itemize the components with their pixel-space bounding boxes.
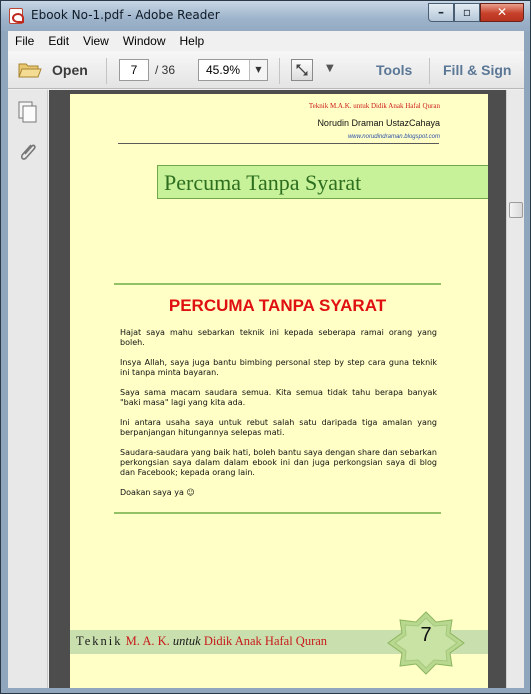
menu-bar: [8, 31, 524, 51]
window-controls: [428, 3, 524, 22]
zoom-value: 45.9%: [206, 63, 241, 77]
toolbar-more-icon[interactable]: ▼: [326, 63, 334, 74]
minimize-button[interactable]: [428, 3, 454, 22]
page-total: / 36: [155, 63, 176, 77]
footer-title: [76, 634, 327, 649]
toolbar-divider: [106, 58, 107, 84]
toolbar: [8, 51, 524, 89]
paperclip-icon[interactable]: [17, 140, 39, 164]
minimize-icon: –: [438, 5, 444, 19]
paragraph: Saya sama macam saudara semua. Kita semua tidak tahu berapa banyak "baki masa" lagi yang kita ada.: [120, 388, 437, 407]
expand-icon[interactable]: [291, 59, 313, 81]
paragraph: Ini antara usaha saya untuk rebut salah satu daripada tiga amalan yang berpanjangan hitungannya selepas mati.: [120, 418, 437, 437]
fill-sign-button[interactable]: Fill & Sign: [443, 62, 512, 78]
paragraph: Saudara-saudara yang baik hati, boleh bantu saya dengan share dan sebarkan perkongsian saya dalam dalam ebook ini dan juga perkongsian saya di blog dan Facebook; kepada orang lain.: [120, 448, 437, 477]
chapter-title-box: [157, 165, 488, 199]
pages-icon[interactable]: [17, 100, 39, 124]
maximize-icon: ▫: [462, 5, 472, 19]
window-title: Ebook No-1.pdf - Adobe Reader: [31, 8, 220, 22]
menu-file[interactable]: File: [15, 34, 35, 48]
body-text: [120, 328, 437, 508]
scroll-thumb[interactable]: [509, 202, 523, 218]
pdf-icon: [9, 8, 23, 24]
chevron-down-icon[interactable]: ▼: [249, 60, 267, 80]
toolbar-divider: [429, 58, 430, 84]
maximize-button[interactable]: [454, 3, 480, 22]
paragraph: Insya Allah, saya juga bantu bimbing personal step by step cara guna teknik ini tanpa minta bayaran.: [120, 358, 437, 377]
header-author: Norudin Draman UstazCahaya: [317, 118, 440, 128]
header-book-title: Teknik M.A.K. untuk Didik Anak Hafal Quran: [308, 102, 440, 110]
footer-word-teknik: Teknik: [76, 634, 123, 648]
header-rule: [118, 143, 439, 144]
footer-word-rest: Didik Anak Hafal Quran: [200, 634, 328, 648]
footer-word-untuk: untuk: [172, 634, 201, 648]
chapter-title: Percuma Tanpa Syarat: [164, 170, 362, 195]
open-button[interactable]: Open: [52, 62, 88, 78]
toolbar-divider: [279, 58, 280, 84]
footer-word-mak: M. A. K.: [122, 634, 173, 648]
menu-edit[interactable]: Edit: [48, 34, 70, 48]
header-website: www.norudindraman.blogspot.com: [347, 134, 440, 140]
close-button[interactable]: [480, 3, 524, 22]
paragraph: Doakan saya ya ☺: [120, 488, 195, 497]
page-number-badge: 7: [420, 624, 432, 646]
close-icon: ✕: [496, 5, 508, 19]
pdf-page: [70, 94, 488, 688]
menu-help[interactable]: Help: [179, 34, 205, 48]
page-number-input[interactable]: 7: [119, 59, 149, 81]
document-viewport[interactable]: [49, 90, 506, 688]
tools-button[interactable]: Tools: [376, 62, 413, 78]
title-bar[interactable]: [1, 1, 530, 31]
section-rule-top: [114, 283, 441, 285]
vertical-scrollbar[interactable]: [506, 90, 524, 688]
section-rule-bottom: [114, 512, 441, 514]
section-heading: PERCUMA TANPA SYARAT: [168, 296, 387, 315]
folder-open-icon[interactable]: [18, 61, 42, 79]
menu-view[interactable]: View: [83, 34, 109, 48]
paragraph: Hajat saya mahu sebarkan teknik ini kepada seberapa ramai orang yang boleh.: [120, 328, 437, 347]
menu-window[interactable]: Window: [122, 34, 166, 48]
zoom-select[interactable]: [198, 59, 268, 81]
client-area: [8, 31, 524, 688]
navigation-pane: [8, 90, 48, 688]
